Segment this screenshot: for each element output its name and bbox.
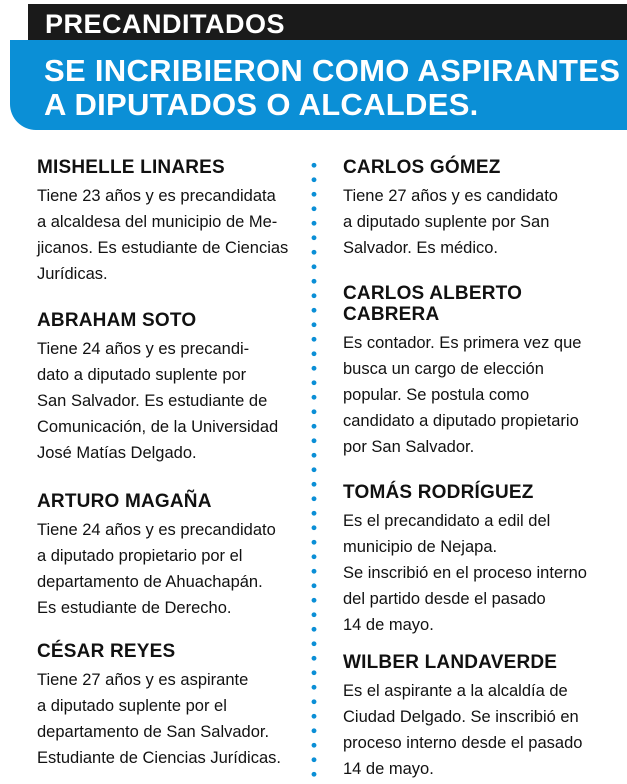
description-line: San Salvador. Es estudiante de	[37, 392, 268, 410]
description-line: proceso interno desde el pasado	[343, 734, 583, 752]
description-line: Se inscribió en el proceso interno	[343, 564, 587, 582]
candidate-description	[343, 678, 582, 782]
candidate-description	[37, 667, 281, 771]
headline-line-1: SE INCRIBIERON COMO ASPIRANTES	[44, 53, 621, 88]
candidate-entry	[37, 157, 288, 287]
section-tag: PRECANDITADOS	[45, 9, 286, 39]
description-line: departamento de Ahuachapán.	[37, 573, 263, 591]
candidate-description	[343, 508, 587, 638]
description-line: Ciudad Delgado. Se inscribió en	[343, 708, 579, 726]
description-line: busca un cargo de elección	[343, 360, 544, 378]
candidate-name: CARLOS ALBERTO	[343, 283, 523, 304]
description-line: del partido desde el pasado	[343, 590, 546, 608]
candidate-entry	[37, 491, 276, 621]
description-line: José Matías Delgado.	[37, 444, 197, 462]
description-line: Tiene 24 años y es precandidato	[37, 521, 276, 539]
description-line: Es contador. Es primera vez que	[343, 334, 582, 352]
description-line: Es el aspirante a la alcaldía de	[343, 682, 568, 700]
description-line: a diputado propietario por el	[37, 547, 243, 565]
description-line: Tiene 23 años y es precandidata	[37, 187, 276, 205]
candidate-description	[37, 336, 278, 466]
candidate-entry	[343, 283, 581, 460]
description-line: Comunicación, de la Universidad	[37, 418, 279, 436]
description-line: Salvador. Es médico.	[343, 239, 498, 257]
candidate-entry	[37, 310, 278, 466]
headline-banner	[10, 40, 627, 130]
candidate-name: TOMÁS RODRÍGUEZ	[343, 482, 534, 503]
candidate-name: CÉSAR REYES	[37, 641, 176, 662]
description-line: Estudiante de Ciencias Jurídicas.	[37, 749, 281, 767]
candidate-description	[343, 330, 581, 460]
candidate-entry	[343, 652, 582, 782]
description-line: municipio de Nejapa.	[343, 538, 498, 556]
description-line: a diputado suplente por San	[343, 213, 550, 231]
description-line: Tiene 24 años y es precandi-	[37, 340, 250, 358]
candidate-entry	[37, 641, 281, 771]
candidate-entry	[343, 157, 558, 261]
candidate-name: MISHELLE LINARES	[37, 157, 225, 178]
description-line: departamento de San Salvador.	[37, 723, 270, 741]
description-line: a diputado suplente por el	[37, 697, 227, 715]
description-line: 14 de mayo.	[343, 760, 434, 778]
candidate-name: ABRAHAM SOTO	[37, 310, 197, 331]
description-line: 14 de mayo.	[343, 616, 434, 634]
description-line: jicanos. Es estudiante de Ciencias	[37, 239, 289, 257]
candidate-name-continued: CABRERA	[343, 304, 440, 325]
description-line: Tiene 27 años y es aspirante	[37, 671, 249, 689]
description-line: a alcaldesa del municipio de Me-	[37, 213, 278, 231]
description-line: popular. Se postula como	[343, 386, 530, 404]
candidate-description	[37, 183, 288, 287]
candidate-description	[37, 517, 276, 621]
description-line: Es el precandidato a edil del	[343, 512, 551, 530]
candidate-entry	[343, 482, 587, 638]
description-line: dato a diputado suplente por	[37, 366, 247, 384]
candidate-description	[343, 183, 558, 261]
candidate-name: CARLOS GÓMEZ	[343, 157, 501, 178]
description-line: Es estudiante de Derecho.	[37, 599, 232, 617]
description-line: Jurídicas.	[37, 265, 108, 283]
headline-line-2: A DIPUTADOS O ALCALDES.	[44, 87, 479, 122]
candidate-name: ARTURO MAGAÑA	[37, 491, 212, 512]
section-tag-bar	[28, 4, 627, 44]
candidate-name: WILBER LANDAVERDE	[343, 652, 558, 673]
description-line: Tiene 27 años y es candidato	[343, 187, 558, 205]
description-line: candidato a diputado propietario	[343, 412, 579, 430]
description-line: por San Salvador.	[343, 438, 475, 456]
dotted-column-divider	[311, 158, 317, 780]
